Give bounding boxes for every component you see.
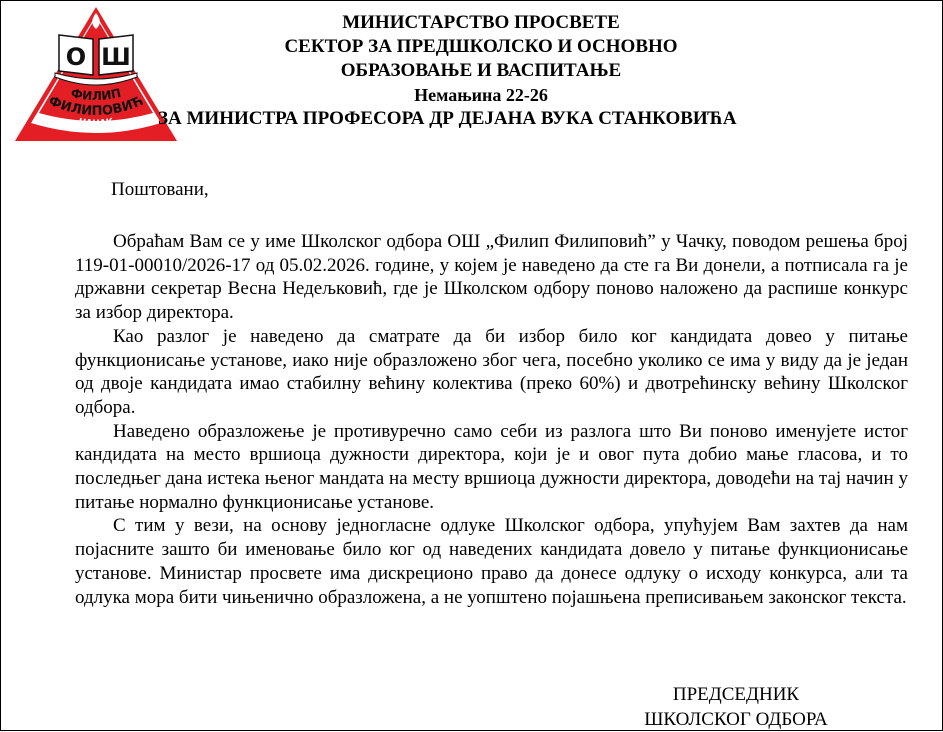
svg-text:ФИЛИПОВИЋ: ФИЛИПОВИЋ xyxy=(46,93,146,120)
body-paragraph: Као разлог је наведено да сматрате да би избор било ког кандидата довео у питање функционисање установе, иако није образложено због чега, посебно уколико се има у виду да је један од двоје кандидата имао стабилну већину колектива (преко 60%) и двотрећинску већину Школског одбора. xyxy=(75,325,908,418)
svg-text:ФИЛИП: ФИЛИП xyxy=(69,85,123,104)
signature-title: ПРЕДСЕДНИК xyxy=(672,684,800,705)
sector-name-line1: СЕКТОР ЗА ПРЕДШКОЛСКО И ОСНОВНО xyxy=(284,36,678,57)
body-paragraph: С тим у вези, на основу једногласне одлуке Школског одбора, упућујем Вам захтев да нам појасните зашто би именовање било ког од наведених кандидата довело у питање функционисање установе. Министар просвете има дискреционо право да донесе одлуку о исходу конкурса, али та одлука мора бити чињенично образложена, а не уопштено појашњена преписивањем законског текста. xyxy=(75,515,908,608)
svg-text:О: О xyxy=(65,43,87,71)
svg-text:ЧАЧАК: ЧАЧАК xyxy=(77,117,115,130)
signature-block xyxy=(611,682,861,732)
body-paragraph: Наведено образложење је противуречно само себи из разлога што Ви поново именујете истог кандидата на место вршиоца дужности директора, који је и овог пута добио мање гласова, и то последњег дана истека њеног мандата на месту вршиоца дужности директора, доводећи на тај начин у питање нормално функционисање установе. xyxy=(75,420,908,513)
ministry-address: Немањина 22-26 xyxy=(414,85,548,105)
greeting: Поштовани, xyxy=(111,179,209,200)
body-paragraph: Обраћам Вам се у име Школског одбора ОШ „Филип Филиповић” у Чачку, поводом решења број 119-01-00010/2026-17 од 05.02.2026. године, у којем је наведено да сте га Ви донели, а потписала га је државни секретар Весна Недељковић, где је Школском одбору поново наложено да распише конкурс за избор директора. xyxy=(75,231,908,324)
recipient-line: ЗА МИНИСТРА ПРОФЕСОРА ДР ДЕЈАНА ВУКА СТАНКОВИЋА xyxy=(158,108,737,129)
letter-header xyxy=(151,11,811,107)
svg-text:Ш: Ш xyxy=(101,43,131,71)
ministry-name: МИНИСТАРСТВО ПРОСВЕТЕ xyxy=(342,12,620,33)
sector-name-line2: ОБРАЗОВАЊЕ И ВАСПИТАЊЕ xyxy=(340,60,622,81)
letter-body xyxy=(75,230,908,609)
signature-organization: ШКОЛСКОГ ОДБОРА xyxy=(644,709,828,730)
